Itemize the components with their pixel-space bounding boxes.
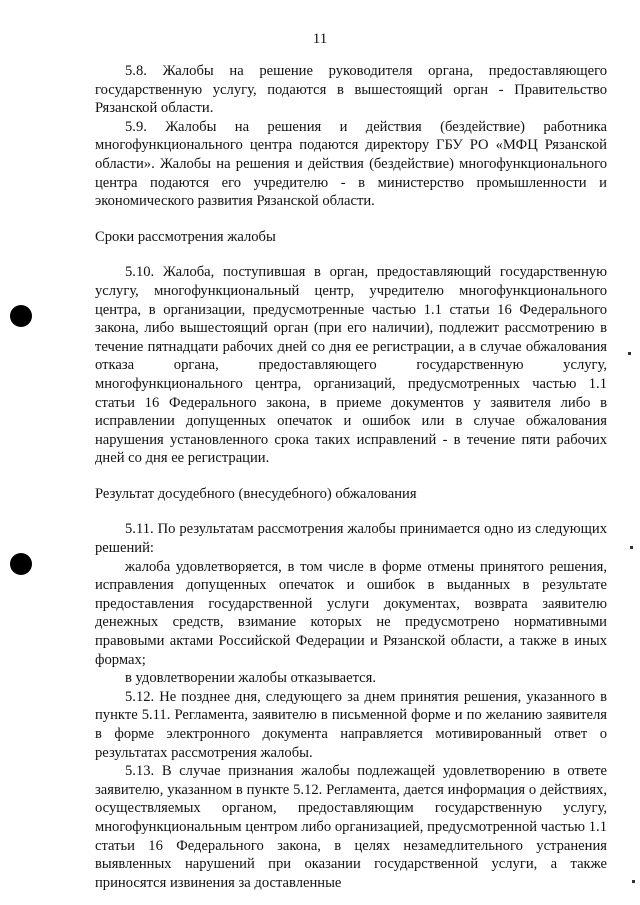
paragraph: 5.10. Жалоба, поступившая в орган, предоставляющий государственную услугу, многофункциональный центр, учредителю многофункционального центра, в организации, предусмотренные частью 1.1 статьи 16 Федерального закона, либо вышестоящий орган (при его наличии), подлежит рассмотрению в течение пятнадцати рабочих дней со дня ее регистрации, а в случае обжалования отказа органа, предоставляющего государственную услугу, многофункционального центра, организаций, предусмотренных частью 1.1 статьи 16 Федерального закона, в приеме документов у заявителя либо в исправлении допущенных опечаток и ошибок или в случае обжалования нарушения установленного срока таких исправлений - в течение пяти рабочих дней со дня ее регистрации. <box>95 264 607 467</box>
paragraph: 5.9. Жалобы на решения и действия (бездействие) работника многофункционального центра подаются директору ГБУ РО «МФЦ Рязанской области». Жалобы на решения и действия (бездействие) многофункционального центра подаются его учредителю - в министерство промышленности и экономического развития Рязанской области. <box>95 118 607 210</box>
scan-mark <box>630 546 633 549</box>
scan-mark <box>628 352 631 355</box>
punch-hole-bottom <box>10 553 32 575</box>
paragraph: в удовлетворении жалобы отказывается. <box>125 670 377 687</box>
section-heading: Сроки рассмотрения жалобы <box>95 228 276 245</box>
paragraph: 5.13. В случае признания жалобы подлежащей удовлетворению в ответе заявителю, указанном в пункте 5.12. Регламента, дается информация о действиях, осуществляемых органом, предоставляющим государственную услугу, многофункциональным центром либо организацией, предусмотренной частью 1.1 статьи 16 Федерального закона, в целях незамедлительного устранения выявленных нарушений при оказании государственной услуги, а также приносятся извинения за доставленные <box>95 763 607 891</box>
page-number: 11 <box>312 31 328 47</box>
scan-mark <box>632 880 635 883</box>
paragraph: 5.8. Жалобы на решение руководителя органа, предоставляющего государственную услугу, подаются в вышестоящий орган - Правительство Рязанской области. <box>95 63 607 117</box>
section-heading: Результат досудебного (внесудебного) обжалования <box>95 485 417 502</box>
paragraph: жалоба удовлетворяется, в том числе в форме отмены принятого решения, исправления допущенных опечаток и ошибок в выданных в результате предоставления государственной услуги документах, возврата заявителю денежных средств, взимание которых не предусмотрено нормативными правовыми актами Российской Федерации и Рязанской области, а также в иных формах; <box>95 558 607 668</box>
paragraph: 5.12. Не позднее дня, следующего за днем принятия решения, указанного в пункте 5.11. Регламента, заявителю в письменной форме и по желанию заявителя в форме электронного документа направляется мотивированный ответ о результатах рассмотрения жалобы. <box>95 688 607 761</box>
punch-hole-top <box>10 305 32 327</box>
document-body <box>95 62 607 892</box>
paragraph: 5.11. По результатам рассмотрения жалобы принимается одно из следующих решений: <box>95 521 607 557</box>
